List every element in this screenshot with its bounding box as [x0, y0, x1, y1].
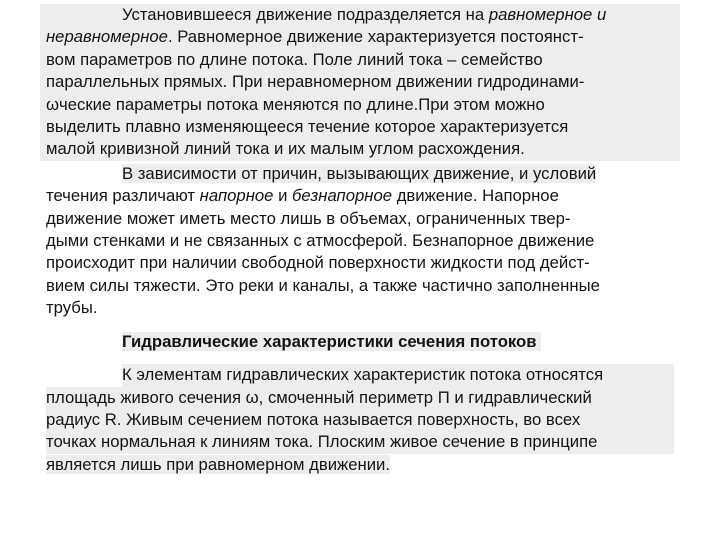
text-line: движение может иметь место лишь в объемах, ограниченных твер- [46, 208, 571, 228]
text-line: радиус R. Живым сечением потока называется поверхность, во всех [46, 409, 674, 431]
text-line: дыми стенками и не связанных с атмосферой. Безнапорное движение [46, 231, 595, 251]
text-line: Установившееся движение подразделяется на равномерное и [122, 5, 607, 24]
section-heading: Гидравлические характеристики сечения потоков [46, 331, 674, 353]
text-line: площадь живого сечения ω, смоченный периметр П и гидравлический [46, 387, 674, 409]
text-line: неравномерное. Равномерное движение характеризуется постоянст- [46, 27, 584, 47]
text-line: является лишь при равномерном движении. [46, 454, 390, 474]
paragraph-pressure-flow [46, 163, 674, 320]
text-line: течения различают напорное и безнапорное движение. Напорное [46, 186, 559, 206]
text-line: вом параметров по длине потока. Поле линий тока – семейство [46, 49, 543, 69]
text-line: ωческие параметры потока меняются по длине.При этом можно [46, 94, 545, 114]
text-line: К элементам гидравлических характеристик потока относятся [46, 364, 674, 386]
text-line: происходит при наличии свободной поверхности жидкости под дейст- [46, 253, 590, 273]
text-line: малой кривизной линий тока и их малым углом расхождения. [46, 139, 525, 159]
paragraph-steady-motion [40, 4, 680, 161]
text-line: выделить плавно изменяющееся течение которое характеризуется [46, 117, 569, 137]
text-line: В зависимости от причин, вызывающих движение, и условий [122, 163, 597, 183]
text-line: точках нормальная к линиям тока. Плоским живое сечение в принципе [46, 431, 674, 453]
text-line: трубы. [46, 298, 98, 318]
text-line: вием силы тяжести. Это реки и каналы, а также частично заполненные [46, 275, 600, 295]
paragraph-hydraulic-elements [46, 364, 674, 476]
text-line: параллельных прямых. При неравномерном движении гидродинами- [46, 72, 585, 92]
